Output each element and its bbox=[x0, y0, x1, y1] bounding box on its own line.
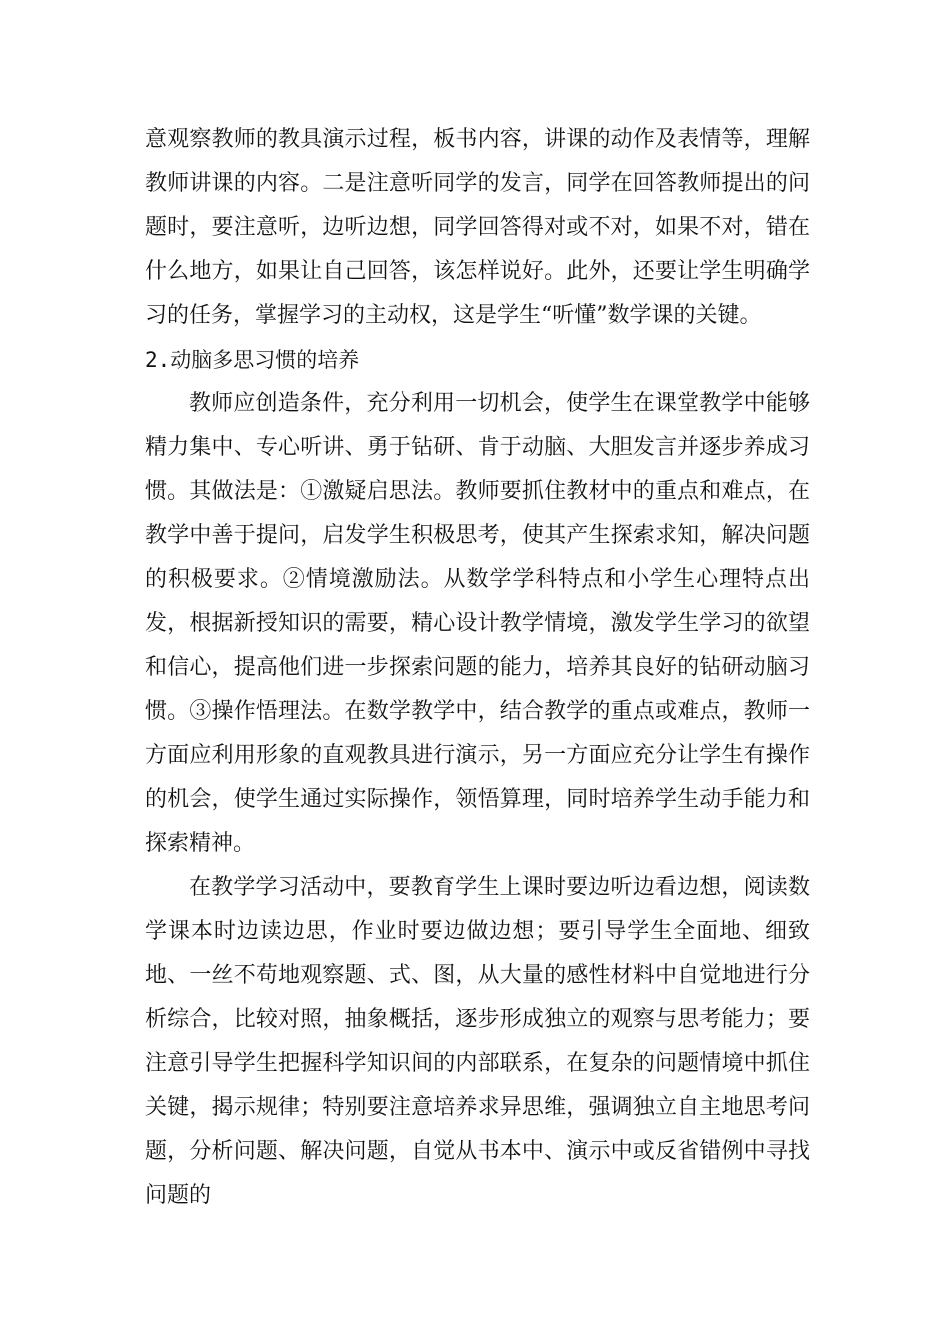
paragraph-continuation: 意观察教师的教具演示过程，板书内容，讲课的动作及表情等，理解教师讲课的内容。二是注意听同学的发言，同学在回答教师提出的问题时，要注意听，边听边想，同学回答得对或不对，如果不对，错在什么地方，如果让自己回答，该怎样说好。此外，还要让学生明确学习的任务，掌握学习的主动权，这是学生“听懂”数学课的关键。 bbox=[145, 127, 810, 328]
paragraph-activities: 在教学学习活动中，要教育学生上课时要边听边看边想，阅读数学课本时边读边思，作业时要边做边想；要引导学生全面地、细致地、一丝不苟地观察题、式、图，从大量的感性材料中自觉地进行分析综合，比较对照，抽象概括，逐步形成独立的观察与思考能力；要注意引导学生把握科学知识间的内部联系，在复杂的问题情境中抓住关键，揭示规律；特别要注意培养求异思维，强调独立自主地思考问题，分析问题、解决问题，自觉从书本中、演示中或反省错例中寻找问题的 bbox=[145, 875, 810, 1208]
paragraph-methods: 教师应创造条件，充分利用一切机会，使学生在课堂教学中能够精力集中、专心听讲、勇于钻研、肯于动脑、大胆发言并逐步养成习惯。其做法是：①激疑启思法。教师要抓住教材中的重点和难点，在教学中善于提问，启发学生积极思考，使其产生探索求知，解决问题的积极要求。②情境激励法。从数学学科特点和小学生心理特点出发，根据新授知识的需要，精心设计教学情境，激发学生学习的欲望和信心，提高他们进一步探索问题的能力，培养其良好的钻研动脑习惯。③操作悟理法。在数学教学中，结合教学的重点或难点，教师一方面应利用形象的直观教具进行演示，另一方面应充分让学生有操作的机会，使学生通过实际操作，领悟算理，同时培养学生动手能力和探索精神。 bbox=[145, 391, 810, 856]
section-heading-number: 2. bbox=[145, 348, 171, 372]
document-body bbox=[145, 118, 810, 1218]
section-heading-title: 动脑多思习惯的培养 bbox=[170, 348, 360, 372]
section-heading bbox=[145, 338, 810, 382]
